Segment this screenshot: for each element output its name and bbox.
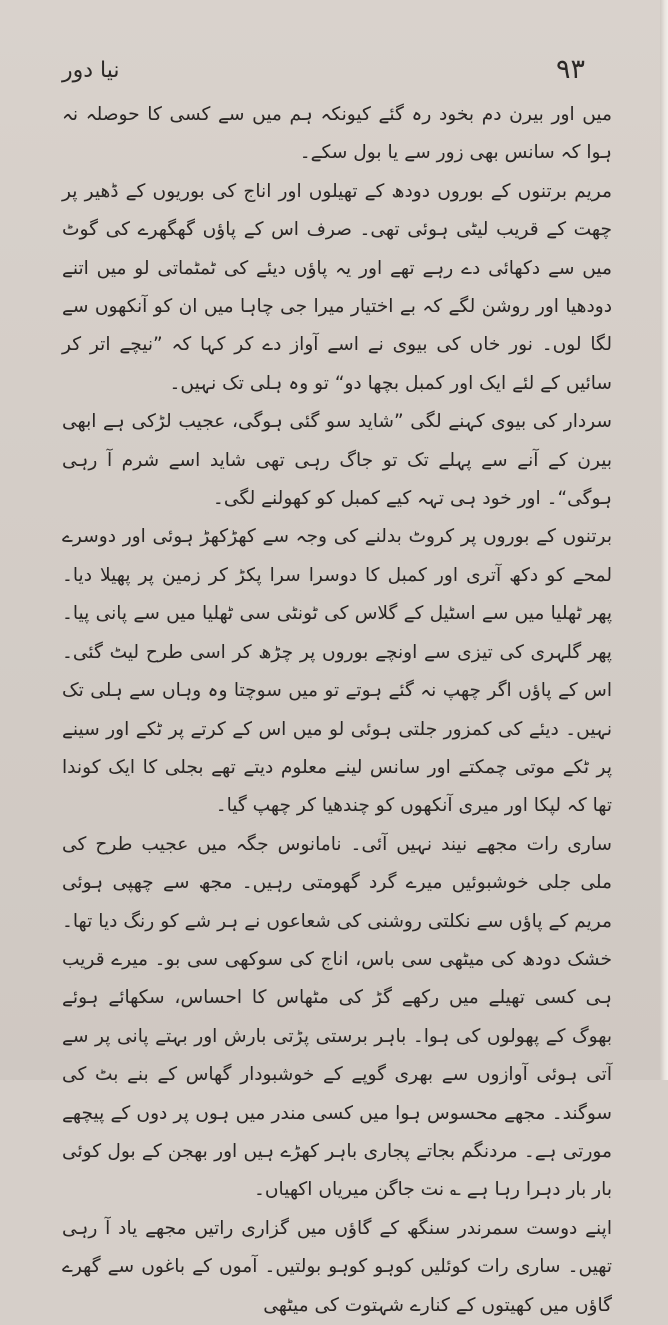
body-text: [62, 96, 612, 1325]
page-spine-edge: [660, 0, 668, 1080]
paragraph: برتنوں کے بوروں پر کروٹ بدلنے کی وجہ سے کھڑکھڑ ہوئی اور دوسرے لمحے کو دکھ آتری اور کمبل کا دوسرا سرا پکڑ کر زمین پر پھیلا دیا۔ پھر ٹھلیا میں سے اسٹیل کے گلاس کی ٹونٹی سی ٹھلیا میں سے پانی پیا۔ پھر گلہری کی تیزی سے اونچے بوروں پر چڑھ کر اسی طرح لیٹ گئی۔ اس کے پاؤں اگر چھپ نہ گئے ہوتے تو میں سوچتا وہ وہاں سے ہلی تک نہیں۔ دیئے کی کمزور جلتی ہوئی لو میں اس کے کرتے پر ٹکے اور سینے پر ٹکے موتی چمکتے اور سانس لینے معلوم دیتے تھے بجلی کا ایک کوندا تھا کہ لپکا اور میری آنکھوں کو چندھیا کر چھپ گیا۔: [62, 526, 612, 817]
paragraph: اپنے دوست سمرندر سنگھ کے گاؤں میں گزاری راتیں مجھے یاد آ رہی تھیں۔ ساری رات کوئلیں کوہو کوہو بولتیں۔ آموں کے باغوں سے گھرے گاؤں میں کھیتوں کے کنارے شہتوت کی میٹھی: [62, 1217, 612, 1316]
paragraph: ساری رات مجھے نیند نہیں آئی۔ نامانوس جگہ میں عجیب طرح کی ملی جلی خوشبوئیں میرے گرد گھومتی رہیں۔ مجھ سے چھپی ہوئی مریم کے پاؤں سے نکلتی روشنی کی شعاعوں نے ہر شے کو رنگ دیا تھا۔ خشک دودھ کی میٹھی سی باس، اناج کی سوکھی سی بو۔ میرے قریب ہی کسی تھیلے میں رکھے گڑ کی مٹھاس کا احساس، سکھائے ہوئے بھوگ کے پھولوں کی ہوا۔ باہر برستی پڑتی بارش اور بہتے پانی پر سے آتی ہوئی آوازوں سے بھری گوپے کے خوشبودار گھاس کے بنے بٹ کی سوگند۔ مجھے محسوس ہوا میں کسی مندر میں ہوں پر دوں کے پیچھے مورتی ہے۔ مردنگم بجاتے پجاری باہر کھڑے ہیں اور بھجن کے بول کوئی بار بار دہرا رہا ہے ؎ نت جاگن میریاں اکھیاں۔: [62, 833, 612, 1201]
paragraph: میں اور بیرن دم بخود رہ گئے کیونکہ ہم میں سے کسی کا حوصلہ نہ ہوا کہ سانس بھی زور سے یا بول سکے۔: [62, 104, 612, 164]
paragraph: مریم برتنوں کے بوروں دودھ کے تھیلوں اور اناج کی بوریوں کے ڈھیر پر چھت کے قریب لیٹی ہوئی تھی۔ صرف اس کے پاؤں گھگھرے کی گوٹ میں سے دکھائی دے رہے تھے اور یہ پاؤں دیئے کی ٹمٹماتی لو میں اتنے دودھیا اور روشن لگے کہ بے اختیار میرا جی چاہا میں ان کو آنکھوں سے لگا لوں۔ نور خاں کی بیوی نے اسے آواز دے کر کہا کہ ”نیچے اتر کر سائیں کے لئے ایک اور کمبل بچھا دو“ تو وہ ہلی تک نہیں۔: [62, 180, 612, 394]
running-head: نیا دور: [62, 58, 120, 83]
page-number: ۹۳: [556, 54, 586, 85]
paragraph: سردار کی بیوی کہنے لگی ”شاید سو گئی ہوگی، عجیب لڑکی ہے ابھی بیرن کے آنے سے پہلے تک تو جاگ رہی تھی شاید اسے شرم آ رہی ہوگی“۔ اور خود ہی تہہ کیے کمبل کو کھولنے لگی۔: [62, 411, 612, 510]
